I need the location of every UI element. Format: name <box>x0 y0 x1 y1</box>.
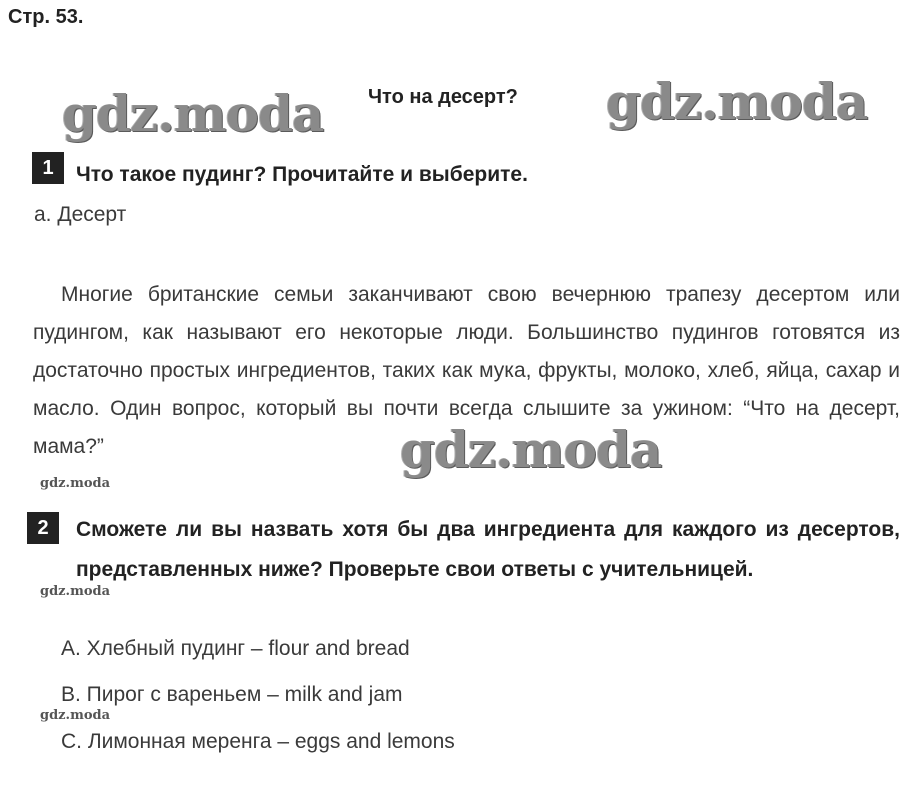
exercise-1-paragraph: Многие британские семьи заканчивают свою вечернюю трапезу десертом или пудингом, как называют его некоторые люди. Большинство пудингов готовятся из достаточно простых ингредиентов, таких как мука, фрукты, молоко, хлеб, яйца, сахар и масло. Один вопрос, который вы почти всегда слышите за ужином: “Что на десерт, мама?” <box>33 283 900 458</box>
list-item: C. Лимонная меренга – eggs and lemons <box>61 730 455 753</box>
exercise-1-heading: Что такое пудинг? Прочитайте и выберите. <box>76 163 528 186</box>
exercise-1-number: 1 <box>32 152 64 184</box>
page-number: Стр. 53. <box>8 6 84 28</box>
watermark-logo: gdz.moda <box>400 420 662 479</box>
exercise-2-number: 2 <box>27 512 59 544</box>
page-title: Что на десерт? <box>368 86 518 108</box>
list-item: B. Пирог с вареньем – milk and jam <box>61 683 403 706</box>
watermark-small: gdz.moda <box>40 476 111 491</box>
list-item: A. Хлебный пудинг – flour and bread <box>61 637 410 660</box>
exercise-1-answer: a. Десерт <box>34 203 127 226</box>
exercise-2-heading: Сможете ли вы назвать хотя бы два ингредиента для каждого из десертов, представленных ниже? Проверьте свои ответы с учительницей. <box>76 518 900 581</box>
watermark-small: gdz.moda <box>40 708 111 723</box>
watermark-small: gdz.moda <box>40 584 111 599</box>
watermark-logo: gdz.moda <box>606 72 868 131</box>
watermark-logo: gdz.moda <box>62 84 324 143</box>
